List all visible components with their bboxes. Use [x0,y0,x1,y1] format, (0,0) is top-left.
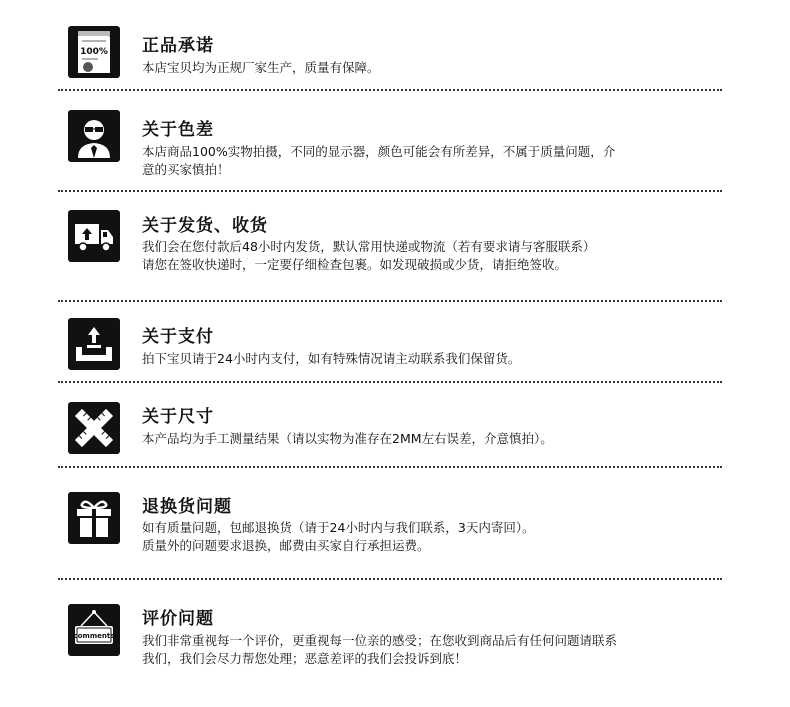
section-divider [58,466,722,468]
desc-line: 我们，我们会尽力帮您处理；恶意差评的我们会投诉到底！ [142,651,468,666]
desc-line: 本店宝贝均为正规厂家生产，质量有保障。 [142,60,380,75]
section-desc-payment [142,350,732,368]
desc-line: 质量外的问题要求退换，邮费由买家自行承担运费。 [142,538,430,553]
desc-line: 本店商品100%实物拍摄，不同的显示器，颜色可能会有所差异，不属于质量问题，介 [142,144,616,159]
section-divider [58,578,722,580]
desc-line: 我们非常重视每一个评价，更重视每一位亲的感受；在您收到商品后有任何问题请联系 [142,633,618,648]
section-desc-shipping [142,238,732,274]
section-desc-reviews [142,632,732,668]
section-divider [58,381,722,383]
crossed-rulers-icon [68,402,120,454]
section-desc-color-difference [142,143,732,179]
comments-sign-label: comments [73,632,115,640]
section-title-returns: 退换货问题 [142,497,232,517]
desc-line: 如有质量问题，包邮退换货（请于24小时内与我们联系，3天内寄回）。 [142,520,535,535]
desc-line: 意的买家慎拍！ [142,162,230,177]
desc-line: 拍下宝贝请于24小时内支付，如有特殊情况请主动联系我们保留货。 [142,351,521,366]
desc-line: 本产品均为手工测量结果（请以实物为准存在2MM左右误差，介意慎拍）。 [142,431,553,446]
desc-line: 请您在签收快递时，一定要仔细检查包裹。如发现破损或少货，请拒绝签收。 [142,257,568,272]
section-desc-size [142,430,732,448]
section-divider [58,89,722,91]
section-title-color-difference: 关于色差 [142,120,214,140]
section-title-payment: 关于支付 [142,327,214,347]
section-title-shipping: 关于发货、收货 [142,216,268,236]
delivery-truck-icon [68,210,120,262]
section-divider [58,300,722,302]
certificate-100-percent-icon [68,26,120,78]
certificate-label: 100% [80,47,108,57]
comments-sign-icon [68,604,120,656]
section-desc-returns [142,519,732,555]
desc-line: 我们会在您付款后48小时内发货，默认常用快递或物流（若有要求请与客服联系） [142,239,596,254]
section-title-size: 关于尺寸 [142,407,214,427]
section-desc-authentic [142,59,732,77]
gift-box-icon [68,492,120,544]
person-with-glasses-icon [68,110,120,162]
section-title-reviews: 评价问题 [142,609,214,629]
section-divider [58,190,722,192]
payment-tray-icon [68,318,120,370]
section-title-authentic: 正品承诺 [142,36,214,56]
